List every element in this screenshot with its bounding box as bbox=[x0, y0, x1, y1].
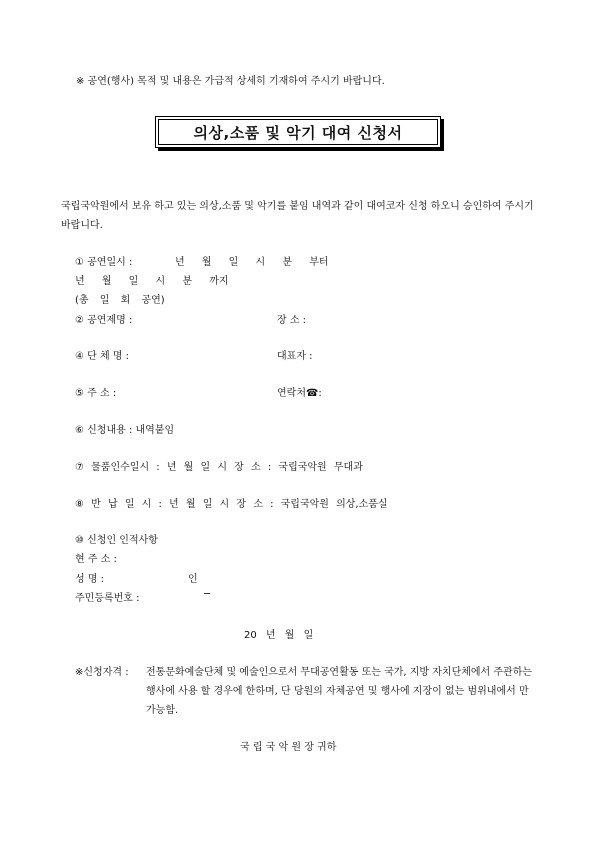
org-name-label: ④ 단 체 명 : bbox=[75, 351, 130, 362]
form-title: 의상,소품 및 악기 대여 신청서 bbox=[158, 119, 438, 145]
request-content: ⑥ 신청내용 : 내역붙임 bbox=[75, 425, 175, 436]
representative-label: 대표자 : bbox=[277, 351, 313, 362]
resident-number-dash: ─ bbox=[204, 589, 211, 600]
venue-label: 장 소 : bbox=[277, 315, 307, 326]
application-date: 20 년 월 일 bbox=[244, 630, 314, 641]
pickup-datetime: ⑦ 물품인수일시 : 년 월 일 시 장 소 : 국립국악원 무대과 bbox=[75, 462, 363, 473]
event-name-label: ② 공연제명 : bbox=[75, 315, 133, 326]
form-title-box bbox=[155, 116, 441, 148]
performance-total: (총 일 회 공연) bbox=[75, 295, 165, 306]
notice-text: ※ 공연(행사) 목적 및 내용은 가급적 상세히 기재하여 주시기 바랍니다. bbox=[76, 76, 385, 87]
intro-paragraph: 국립국악원에서 보유 하고 있는 의상,소품 및 악기를 붙임 내역과 같이 대여코자 신청 하오니 승인하여 주시기 바랍니다. bbox=[61, 201, 534, 231]
applicant-name-label: 성 명 : bbox=[75, 574, 105, 585]
performance-date-label: ① 공연일시 : bbox=[75, 257, 133, 268]
resident-number-label: 주민등록번호 : bbox=[75, 593, 140, 604]
performance-date-from: 년 월 일 시 분 부터 bbox=[175, 257, 329, 268]
applicant-header: ⑩ 신청인 인적사항 bbox=[75, 535, 158, 546]
address-label: ⑤ 주 소 : bbox=[75, 388, 117, 399]
return-datetime: ⑧ 반 납 일 시 : 년 월 일 시 장 소 : 국립국악원 의상,소품실 bbox=[75, 499, 388, 510]
contact-label: 연락처☎: bbox=[277, 388, 322, 399]
current-address-label: 현 주 소 : bbox=[75, 554, 117, 565]
eligibility-label: ※신청자격 : bbox=[75, 667, 129, 678]
performance-date-to: 년 월 일 시 분 까지 bbox=[75, 276, 229, 287]
addressee: 국 립 국 악 원 장 귀하 bbox=[240, 742, 337, 753]
seal-mark: 인 bbox=[188, 574, 198, 585]
eligibility-text: 전통문화예술단체 및 예술인으로서 무대공연활동 또는 국가, 지방 자치단체에서 주관하는 행사에 사용 할 경우에 한하며, 단 당원의 자체공연 및 행사에 지장이 없는 범위내에서 만 가능함. bbox=[146, 667, 533, 716]
